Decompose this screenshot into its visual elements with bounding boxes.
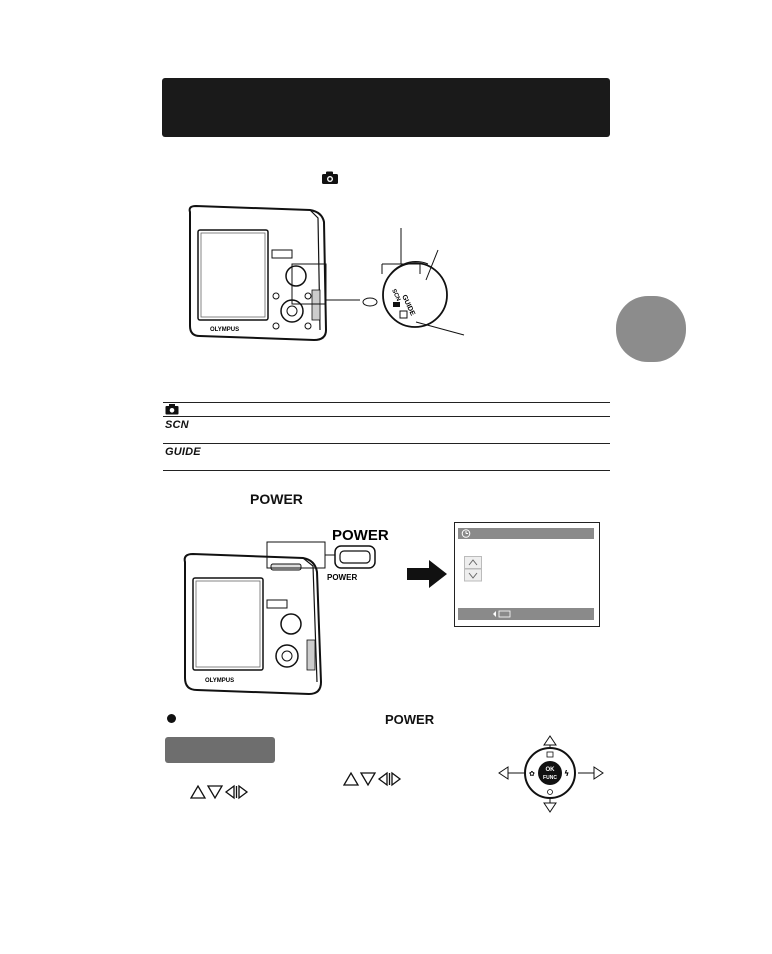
clock-icon bbox=[461, 529, 471, 538]
power-button[interactable] bbox=[340, 551, 370, 563]
lcd-set-indicator-icon bbox=[492, 609, 512, 619]
arrow-up-icon bbox=[544, 736, 556, 745]
camera-mode-dial-illustration bbox=[180, 200, 480, 350]
scn-label: SCN bbox=[165, 419, 189, 431]
flash-icon: ϟ bbox=[564, 769, 570, 778]
mode-row-guide bbox=[163, 443, 610, 471]
arrow-left-icon bbox=[499, 767, 508, 779]
lcd-bottom-bar bbox=[458, 608, 594, 620]
ok-label: OK bbox=[545, 767, 555, 773]
dial-scn-label: SCN bbox=[390, 288, 401, 303]
note-power-word: POWER bbox=[385, 712, 435, 727]
step2-power-word: POWER bbox=[250, 491, 303, 507]
dial-camera-icon bbox=[393, 302, 400, 307]
camera-icon bbox=[165, 404, 179, 415]
power-label-large: POWER bbox=[332, 527, 389, 544]
lcd-up-down-selector bbox=[464, 556, 482, 582]
arrow-pad-illustration bbox=[496, 733, 606, 813]
power-label-small: POWER bbox=[327, 573, 358, 582]
camera-icon bbox=[321, 171, 339, 185]
mode-row-camera bbox=[163, 402, 610, 416]
dial-guide-label: GUIDE bbox=[400, 293, 416, 317]
macro-icon: ✿ bbox=[529, 770, 535, 778]
guide-label: GUIDE bbox=[165, 446, 201, 458]
func-label: FUNC bbox=[543, 775, 557, 781]
arrow-down-icon bbox=[544, 803, 556, 812]
camera-power-illustration bbox=[175, 522, 405, 702]
note-bullet bbox=[167, 714, 176, 723]
arrow-buttons-icon bbox=[190, 784, 250, 800]
arrow-buttons-icon bbox=[343, 771, 403, 787]
camera-brand-text: OLYMPUS bbox=[210, 327, 240, 333]
arrow-right-icon bbox=[594, 767, 603, 779]
chapter-tab bbox=[616, 296, 686, 362]
lcd-top-bar bbox=[458, 528, 594, 539]
section-title-bar bbox=[162, 78, 610, 137]
mode-table bbox=[163, 402, 610, 471]
camera-brand-text: OLYMPUS bbox=[205, 678, 235, 684]
hint-pill bbox=[165, 737, 275, 763]
mode-row-scn bbox=[163, 416, 610, 443]
arrow-right-icon bbox=[407, 560, 447, 588]
